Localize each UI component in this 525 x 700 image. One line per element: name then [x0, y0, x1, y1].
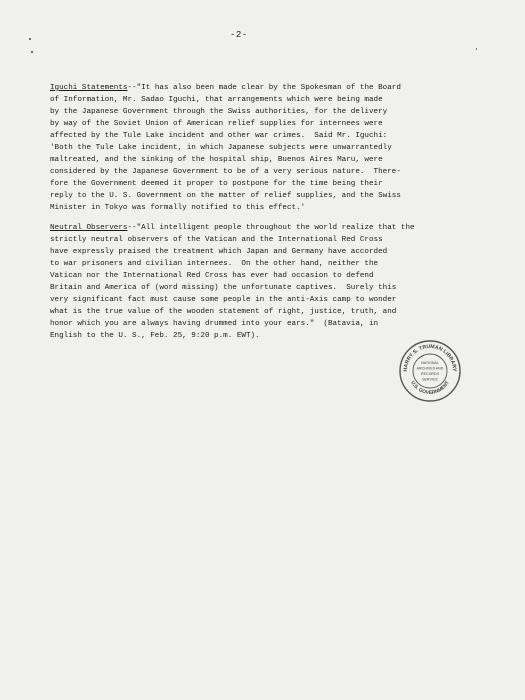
paragraph-heading: Neutral Observers: [50, 224, 128, 232]
paragraph-line: by the Japanese Government through the Swiss authorities, for the delivery: [50, 108, 388, 116]
paragraph-neutral-observers: [50, 222, 495, 342]
paragraph-line: 'Both the Tule Lake incident, in which Japanese subjects were unwarrantedly: [50, 144, 392, 152]
paragraph-line: Vatican nor the International Red Cross has ever had occasion to defend: [50, 272, 374, 280]
paragraph-iguchi-statements: [50, 82, 495, 214]
stamp-inner-line: SERVICE: [422, 377, 438, 382]
scan-speck: [29, 38, 31, 40]
paragraph-line: very significant fact must cause some people in the anti-Axis camp to wonder: [50, 296, 397, 304]
paragraph-line: [50, 82, 495, 94]
paragraph-line: what is the true value of the wooden statement of right, justice, truth, and: [50, 308, 397, 316]
paragraph-line: strictly neutral observers of the Vatican and the International Red Cross: [50, 236, 383, 244]
paragraph-line: have expressly praised the treatment which Japan and Germany have accorded: [50, 248, 388, 256]
stamp-inner-line: RECORDS: [421, 372, 439, 376]
paragraph-line: considered by the Japanese Government to be of a very serious nature. There-: [50, 168, 401, 176]
paragraph-line: reply to the U. S. Government on the matter of relief supplies, and the Swiss: [50, 192, 401, 200]
paragraph-line: of Information, Mr. Sadao Iguchi, that arrangements which were being made: [50, 96, 383, 104]
paragraph-line: honor which you are always having drummed into your ears." (Batavia, in: [50, 320, 379, 328]
paragraph-heading: Iguchi Statements: [50, 84, 128, 92]
paragraph-line: by way of the Soviet Union of American relief supplies for internees were: [50, 120, 383, 128]
page-number: -2-: [230, 30, 248, 40]
paragraph-line: affected by the Tule Lake incident and other war crimes. Said Mr. Iguchi:: [50, 132, 388, 140]
paragraph-line: Minister in Tokyo was formally notified to this effect.': [50, 204, 306, 212]
paragraph-line: English to the U. S., Feb. 25, 9:20 p.m. EWT).: [50, 332, 260, 340]
paragraph-line: fore the Government deemed it proper to postpone for the time being their: [50, 180, 383, 188]
paragraph-line: to war prisoners and civilian internees. On the other hand, neither the: [50, 260, 379, 268]
scan-speck: [476, 48, 477, 50]
stamp-inner-line: ARCHIVES AND: [416, 366, 444, 371]
paragraph-text: --"It has also been made clear by the Spokesman of the Board: [127, 84, 401, 92]
scan-speck: [31, 51, 33, 53]
paragraph-line: Britain and America of (word missing) the unfortunate captives. Surely this: [50, 284, 397, 292]
archive-stamp: [398, 339, 462, 403]
archive-stamp-icon: [398, 339, 462, 403]
stamp-outer-text: HARRY S. TRUMAN LIBRARY: [402, 343, 458, 372]
stamp-inner-line: NATIONAL: [421, 361, 439, 365]
paragraph-line: maltreated, and the sinking of the hospital ship, Buenos Aires Maru, were: [50, 156, 383, 164]
paragraph-line: [50, 222, 495, 234]
stamp-bottom-text: U.S. GOVERNMENT: [409, 379, 451, 397]
paragraph-text: --"All intelligent people throughout the world realize that the: [127, 224, 415, 232]
